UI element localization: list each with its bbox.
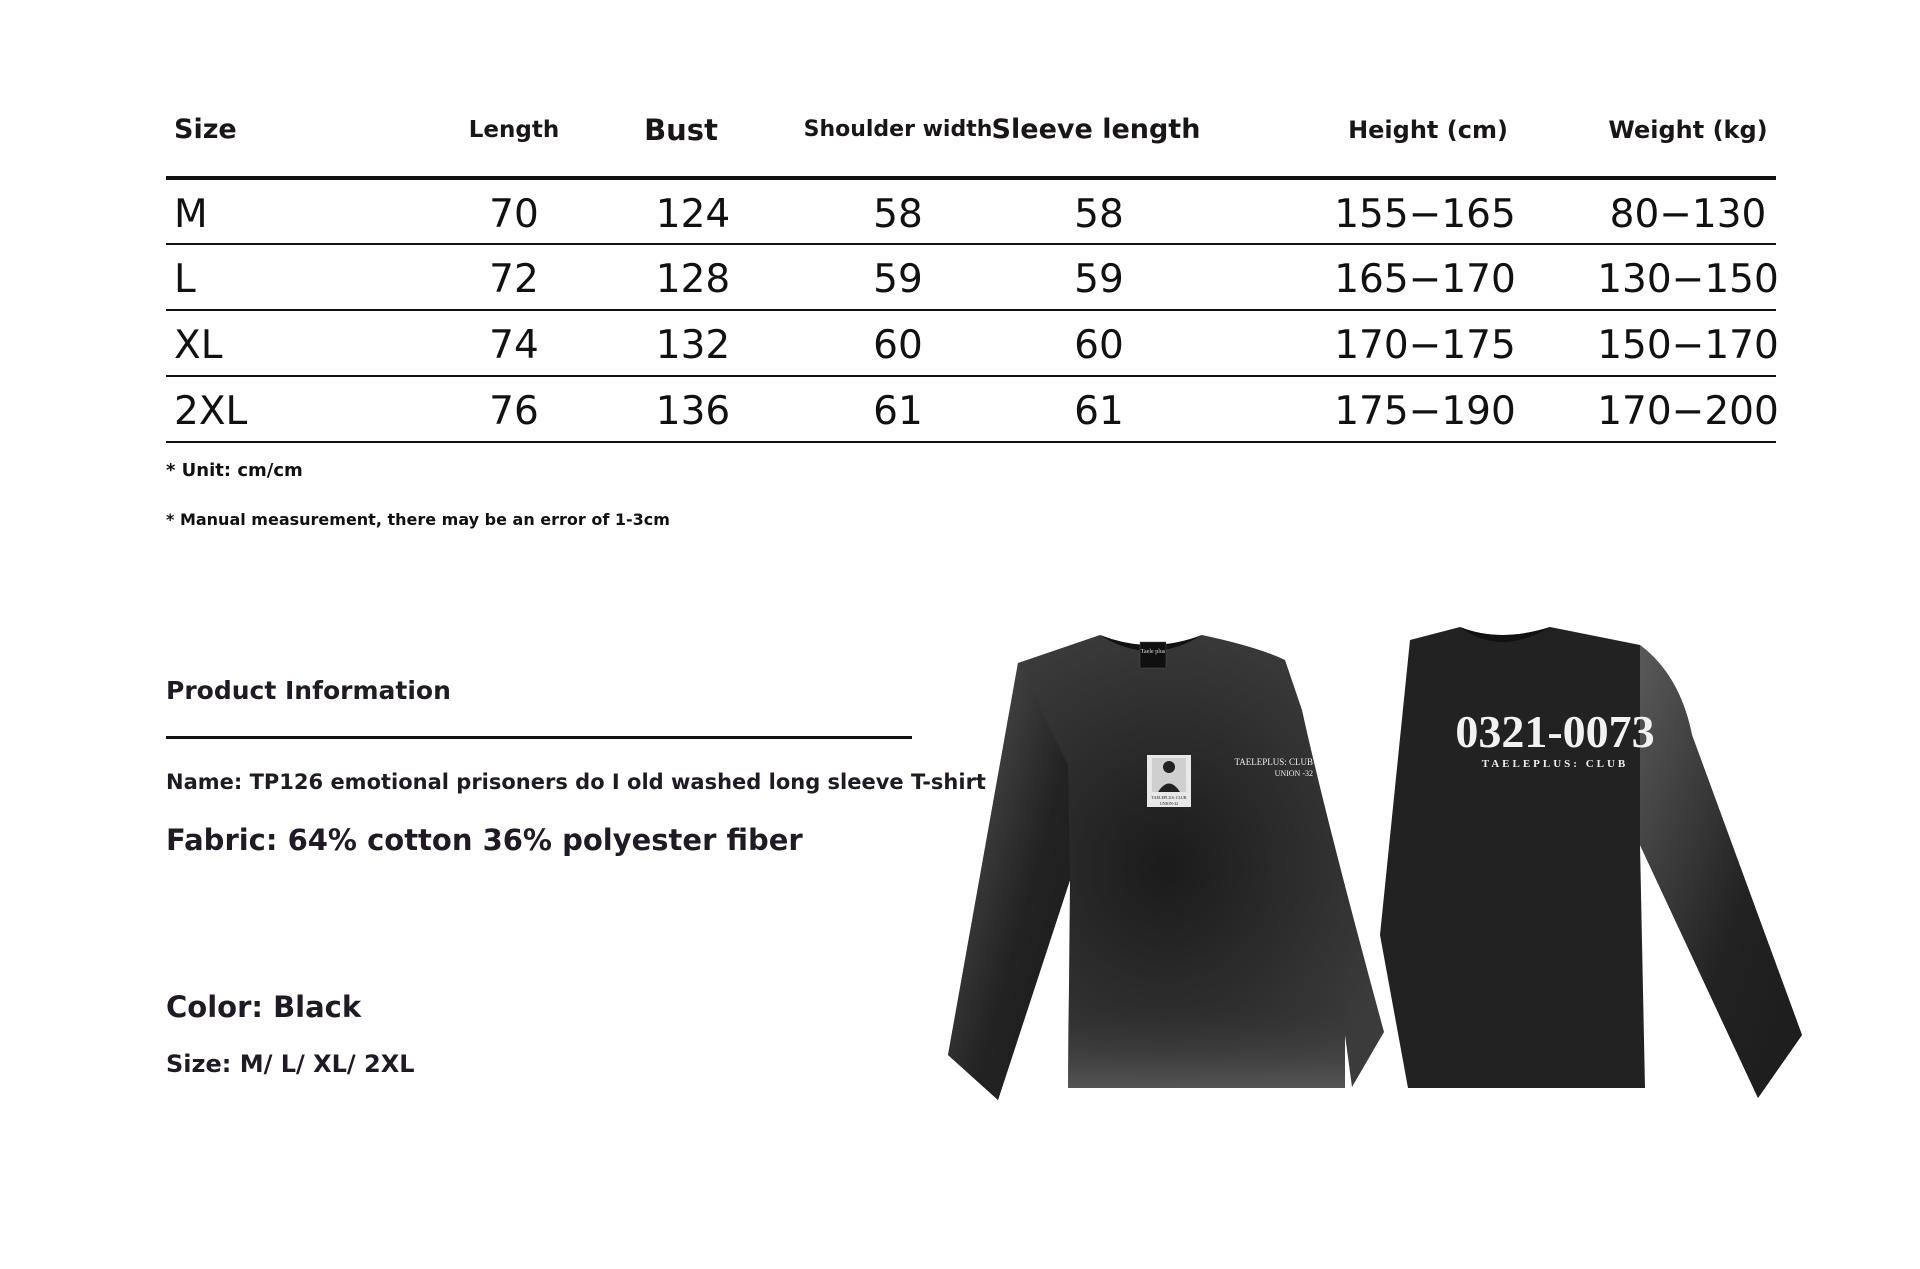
photo-caption-line1: TAELEPLUS: CLUB [1151,795,1187,800]
cell-sleeve: 61 [1074,389,1124,434]
cell-size: XL [174,323,223,368]
cell-height: 175−190 [1334,389,1516,434]
table-header-row [166,100,1776,180]
cell-height: 170−175 [1334,323,1516,368]
cell-shoulder: 59 [873,257,923,302]
front-print-line2: UNION -32 [1274,769,1313,778]
cell-bust: 128 [655,257,731,302]
back-number-text: 0321-0073 [1455,706,1655,757]
heading-divider [166,736,912,739]
product-info-heading: Product Information [166,676,451,705]
header-shoulder-width: Shoulder width [803,117,993,142]
cell-length: 72 [489,257,539,302]
product-size: Size: M/ L/ XL/ 2XL [166,1050,415,1078]
cell-sleeve: 59 [1074,257,1124,302]
header-length: Length [468,117,560,143]
cell-weight: 130−150 [1597,257,1779,302]
cell-weight: 80−130 [1609,192,1767,237]
product-color: Color: Black [166,990,362,1024]
cell-length: 70 [489,192,539,237]
table-row [166,180,1776,245]
back-subtitle-text: TAELEPLUS: CLUB [1481,758,1629,770]
measurement-note: * Manual measurement, there may be an error of 1-3cm [166,510,670,529]
cell-sleeve: 58 [1074,192,1124,237]
unit-note: * Unit: cm/cm [166,460,303,481]
header-weight: Weight (kg) [1608,116,1768,144]
header-size: Size [174,114,237,145]
header-height: Height (cm) [1348,116,1508,144]
cell-sleeve: 60 [1074,323,1124,368]
cell-weight: 150−170 [1597,323,1779,368]
header-bust: Bust [644,113,718,147]
table-row [166,377,1779,443]
product-name: Name: TP126 emotional prisoners do I old washed long sleeve T-shirt [166,770,986,794]
cell-bust: 132 [655,323,731,368]
cell-bust: 136 [655,389,731,434]
size-table [166,100,1779,443]
cell-weight: 170−200 [1597,389,1779,434]
shirt-back [1380,627,1802,1098]
cell-length: 74 [489,323,539,368]
cell-size: L [174,257,196,302]
product-image [940,615,1840,1105]
photo-caption-line2: UNION-32 [1159,801,1179,806]
cell-bust: 124 [655,192,731,237]
front-print-line1: TAELEPLUS: CLUB [1234,757,1313,767]
cell-size: 2XL [174,389,248,434]
cell-shoulder: 58 [873,192,923,237]
table-row [166,245,1779,311]
header-sleeve-length: Sleeve length [991,114,1201,145]
cell-shoulder: 61 [873,389,923,434]
shirt-front [948,635,1384,1100]
cell-length: 76 [489,389,539,434]
product-fabric: Fabric: 64% cotton 36% polyester fiber [166,823,803,857]
photo-print [1147,755,1191,807]
neck-label [1140,642,1166,668]
cell-height: 155−165 [1334,192,1516,237]
cell-size: M [174,192,208,237]
neck-tag-text: Taele plus [1140,649,1166,655]
cell-height: 165−170 [1334,257,1516,302]
cell-shoulder: 60 [873,323,923,368]
table-row [166,311,1779,377]
